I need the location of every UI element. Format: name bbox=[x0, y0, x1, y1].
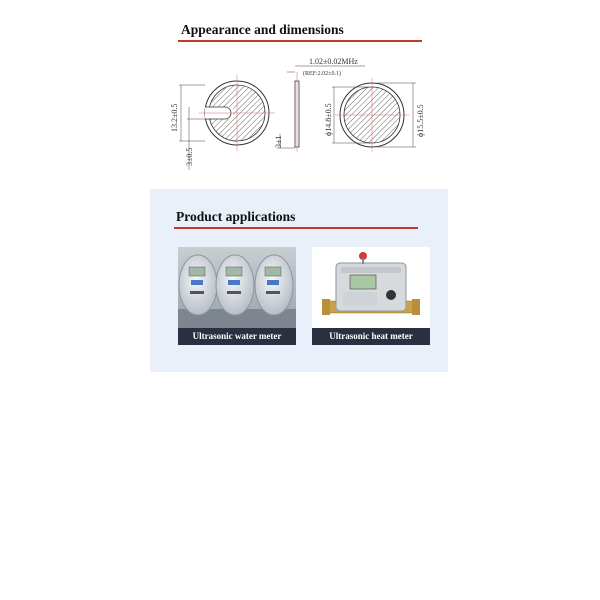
heat-meter-caption: Ultrasonic heat meter bbox=[312, 328, 430, 345]
dim-3-left-label: 3±0.5 bbox=[185, 147, 194, 166]
dim-3-side-label: 3±1 bbox=[274, 135, 283, 148]
frequency-label: 1.02±0.02MHz bbox=[309, 57, 358, 66]
dim-14-8-label: ϕ14.8±0.5 bbox=[324, 103, 333, 136]
ref-label: (REF:2.02±0.1) bbox=[303, 71, 341, 77]
water-meter-card bbox=[178, 247, 296, 345]
heat-meter-card bbox=[312, 247, 430, 345]
water-meter-photo bbox=[178, 247, 296, 328]
right-view-disc bbox=[335, 78, 409, 152]
applications-panel bbox=[150, 189, 448, 372]
appearance-title-rule bbox=[178, 40, 422, 42]
dimension-drawing bbox=[165, 52, 435, 170]
dim-13-2-label: 13.2±0.5 bbox=[170, 103, 179, 132]
applications-title-rule bbox=[174, 227, 418, 229]
dim-15-5-label: ϕ15.5±0.5 bbox=[416, 104, 425, 137]
applications-title: Product applications bbox=[176, 209, 296, 224]
heat-meter-photo bbox=[312, 247, 430, 328]
water-meter-caption: Ultrasonic water meter bbox=[178, 328, 296, 345]
appearance-title: Appearance and dimensions bbox=[181, 22, 344, 37]
left-view-disc bbox=[199, 75, 275, 151]
